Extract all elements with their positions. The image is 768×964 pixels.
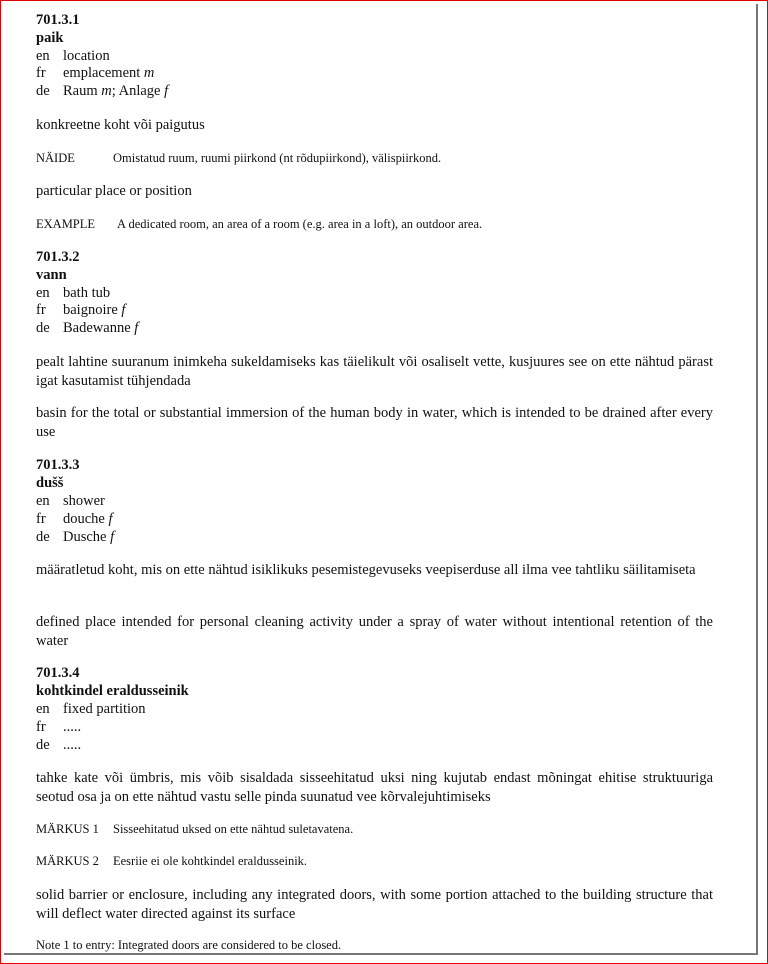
- term-de-value: Dusche: [63, 529, 107, 545]
- term-en-value: bath tub: [63, 285, 111, 301]
- lang-code: fr: [36, 65, 46, 81]
- term-de-value: Raum: [63, 83, 98, 99]
- entry-number: 701.3.4: [36, 665, 80, 681]
- term-fr: [36, 718, 81, 736]
- gender: f: [110, 529, 115, 545]
- entry-term: kohtkindel eraldusseinik: [36, 683, 189, 699]
- note-et: [36, 150, 441, 166]
- term-de: [36, 319, 138, 337]
- lang-code: fr: [36, 511, 46, 527]
- note-text: Omistatud ruum, ruumi piirkond (nt rõdupiirkond), välispiirkond.: [113, 151, 442, 165]
- term-fr-value: douche: [63, 511, 105, 527]
- note-text: Sisseehitatud uksed on ette nähtud suletavatena.: [113, 822, 354, 836]
- term-en-value: location: [63, 48, 110, 64]
- lang-code: en: [36, 701, 50, 717]
- entry-number: 701.3.2: [36, 249, 80, 265]
- term-de-value: .....: [63, 737, 82, 753]
- lang-code: de: [36, 83, 50, 99]
- page-shadow-bottom: [4, 953, 758, 955]
- note-label: MÄRKUS 2: [36, 854, 99, 868]
- note-text: A dedicated room, an area of a room (e.g. area in a loft), an outdoor area.: [117, 217, 483, 231]
- term-fr-value: emplacement: [63, 65, 141, 81]
- note-1: [36, 821, 353, 837]
- page-shadow-right: [756, 4, 758, 954]
- entry-number: 701.3.3: [36, 457, 80, 473]
- entry-number: 701.3.1: [36, 12, 80, 28]
- note-text: Eesriie ei ole kohtkindel eraldusseinik.: [113, 854, 308, 868]
- definition-et: tahke kate või ümbris, mis võib sisaldada sisseehitatud uksi ning kujutab endast mõningat ehitise struktuuriga seotud osa ja on ette nähtud vastu selle pinda suunatud vee kõrvalejuhtimiseks: [36, 770, 713, 805]
- term-fr: [36, 64, 154, 82]
- lang-code: fr: [36, 719, 46, 735]
- term-fr-value: baignoire: [63, 302, 118, 318]
- term-de: [36, 82, 168, 100]
- note-label: NÄIDE: [36, 151, 75, 165]
- term-de: [36, 736, 81, 754]
- term-en: [36, 492, 105, 510]
- gender: f: [108, 511, 113, 527]
- term-de-value-2: ; Anlage: [111, 83, 161, 99]
- lang-code: de: [36, 737, 50, 753]
- definition-en: solid barrier or enclosure, including any integrated doors, with some portion attached to the building structure that will deflect water directed against its surface: [36, 887, 713, 922]
- term-fr: [36, 510, 113, 528]
- note-en: Note 1 to entry: Integrated doors are considered to be closed.: [36, 938, 342, 952]
- lang-code: en: [36, 285, 50, 301]
- gender: f: [164, 83, 169, 99]
- term-en: [36, 284, 110, 302]
- term-fr: [36, 301, 125, 319]
- entry-term: dušš: [36, 475, 64, 491]
- definition-en: particular place or position: [36, 183, 192, 199]
- lang-code: en: [36, 493, 50, 509]
- note-en: [36, 216, 482, 232]
- term-en: [36, 700, 146, 718]
- term-de: [36, 528, 114, 546]
- definition-en: basin for the total or substantial immersion of the human body in water, which is intended to be drained after every use: [36, 405, 713, 440]
- definition-et: konkreetne koht või paigutus: [36, 117, 205, 133]
- note-label: MÄRKUS 1: [36, 822, 99, 836]
- definition-et: pealt lahtine suuranum inimkeha sukeldamiseks kas täielikult või osaliselt vette, kusjuures see on ette nähtud pärast igat kasutamist tühjendada: [36, 354, 713, 389]
- lang-code: fr: [36, 302, 46, 318]
- note-2: [36, 853, 307, 869]
- term-de-value: Badewanne: [63, 320, 131, 336]
- term-fr-value: .....: [63, 719, 82, 735]
- lang-code: de: [36, 320, 50, 336]
- gender: m: [143, 65, 155, 81]
- gender: f: [134, 320, 139, 336]
- term-en-value: shower: [63, 493, 105, 509]
- entry-term: paik: [36, 30, 64, 46]
- term-en-value: fixed partition: [63, 701, 146, 717]
- lang-code: en: [36, 48, 50, 64]
- note-label: EXAMPLE: [36, 217, 96, 231]
- entry-term: vann: [36, 267, 67, 283]
- term-en: [36, 47, 110, 65]
- lang-code: de: [36, 529, 50, 545]
- gender: m: [101, 83, 112, 99]
- definition-et: määratletud koht, mis on ette nähtud isiklikuks pesemistegevuseks veepiserduse all ilma vee tahtliku säilitamiseta: [36, 562, 696, 578]
- definition-en: defined place intended for personal cleaning activity under a spray of water without intentional retention of the water: [36, 614, 713, 649]
- gender: f: [121, 302, 126, 318]
